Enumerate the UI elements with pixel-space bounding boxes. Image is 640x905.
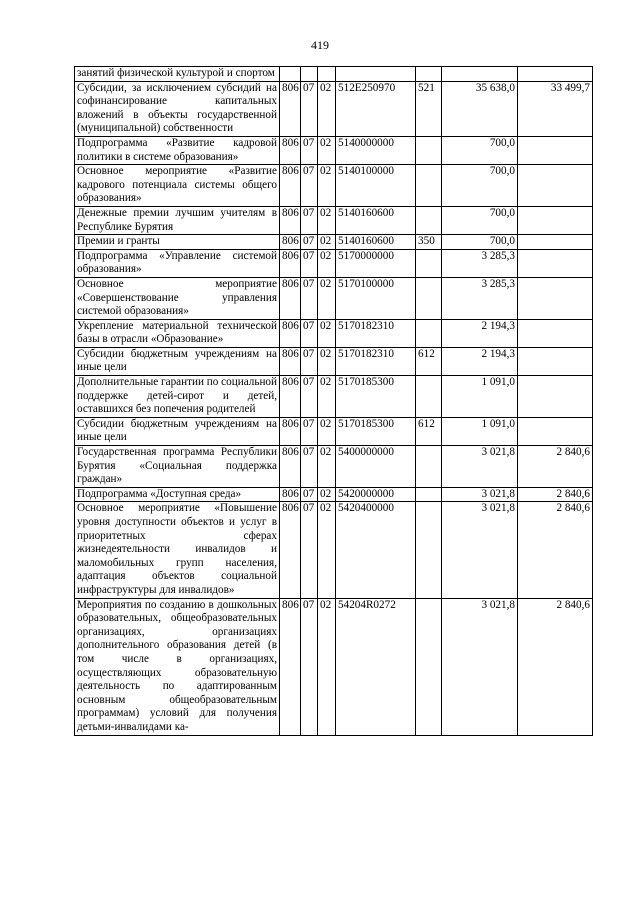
expense-type-cell bbox=[416, 598, 442, 735]
target-article-cell: 5170000000 bbox=[336, 249, 416, 277]
row-name-cell: Подпрограмма «Управление системой образования» bbox=[75, 249, 280, 277]
row-name-cell: Основное мероприятие «Совершенствование управления системой образования» bbox=[75, 277, 280, 319]
row-name-cell: Субсидии бюджетным учреждениям на иные цели bbox=[75, 347, 280, 375]
target-article-cell: 5140160600 bbox=[336, 235, 416, 250]
amount-federal-cell: 2 840,6 bbox=[518, 598, 593, 735]
subsection-code-cell: 02 bbox=[318, 446, 336, 488]
amount-cell: 700,0 bbox=[442, 165, 518, 207]
target-article-cell: 5170185300 bbox=[336, 417, 416, 445]
subsection-code-cell: 02 bbox=[318, 136, 336, 164]
target-article-cell: 5420000000 bbox=[336, 487, 416, 502]
target-article-cell: 54204R0272 bbox=[336, 598, 416, 735]
row-name-cell: Основное мероприятие «Повышение уровня доступности объектов и услуг в приоритетных сферах жизнедеятельности инвалидов и маломобильных групп населения, адаптация объектов социальной инфраструктуры для инвалидов» bbox=[75, 502, 280, 598]
table-row bbox=[75, 165, 593, 207]
section-code-cell: 07 bbox=[301, 81, 318, 136]
amount-federal-cell: 33 499,7 bbox=[518, 81, 593, 136]
amount-cell: 3 285,3 bbox=[442, 277, 518, 319]
amount-federal-cell: 2 840,6 bbox=[518, 502, 593, 598]
row-name-cell: Подпрограмма «Развитие кадровой политики в системе образования» bbox=[75, 136, 280, 164]
subsection-code-cell: 02 bbox=[318, 206, 336, 234]
grbs-code-cell: 806 bbox=[280, 277, 301, 319]
section-code-cell: 07 bbox=[301, 446, 318, 488]
target-article-cell: 5140000000 bbox=[336, 136, 416, 164]
section-code-cell: 07 bbox=[301, 502, 318, 598]
expense-type-cell: 612 bbox=[416, 347, 442, 375]
section-code-cell: 07 bbox=[301, 165, 318, 207]
table-row bbox=[75, 206, 593, 234]
budget-table bbox=[74, 66, 593, 736]
section-code-cell: 07 bbox=[301, 235, 318, 250]
subsection-code-cell: 02 bbox=[318, 417, 336, 445]
subsection-code-cell: 02 bbox=[318, 81, 336, 136]
expense-type-cell bbox=[416, 376, 442, 418]
subsection-code-cell: 02 bbox=[318, 487, 336, 502]
amount-federal-cell bbox=[518, 347, 593, 375]
amount-cell: 2 194,3 bbox=[442, 347, 518, 375]
section-code-cell bbox=[301, 67, 318, 82]
amount-federal-cell bbox=[518, 417, 593, 445]
expense-type-cell bbox=[416, 446, 442, 488]
grbs-code-cell: 806 bbox=[280, 319, 301, 347]
row-name-cell: Мероприятия по созданию в дошкольных образовательных, общеобразовательных организациях, организациях дополнительного образования детей (в том числе в организациях, осуществляющих образовательную деятельность по адаптированным основным общеобразовательным программам) условий для получения детьми-инвалидами ка- bbox=[75, 598, 280, 735]
subsection-code-cell: 02 bbox=[318, 235, 336, 250]
budget-table-body bbox=[75, 67, 593, 736]
expense-type-cell bbox=[416, 165, 442, 207]
target-article-cell: 512E250970 bbox=[336, 81, 416, 136]
expense-type-cell: 612 bbox=[416, 417, 442, 445]
table-row bbox=[75, 487, 593, 502]
row-name-cell: Субсидии бюджетным учреждениям на иные цели bbox=[75, 417, 280, 445]
section-code-cell: 07 bbox=[301, 136, 318, 164]
table-row bbox=[75, 417, 593, 445]
subsection-code-cell: 02 bbox=[318, 347, 336, 375]
amount-cell: 1 091,0 bbox=[442, 376, 518, 418]
target-article-cell: 5400000000 bbox=[336, 446, 416, 488]
section-code-cell: 07 bbox=[301, 376, 318, 418]
subsection-code-cell: 02 bbox=[318, 165, 336, 207]
target-article-cell: 5170185300 bbox=[336, 376, 416, 418]
table-row bbox=[75, 319, 593, 347]
row-name-cell: Подпрограмма «Доступная среда» bbox=[75, 487, 280, 502]
subsection-code-cell: 02 bbox=[318, 598, 336, 735]
expense-type-cell bbox=[416, 206, 442, 234]
target-article-cell: 5420400000 bbox=[336, 502, 416, 598]
table-row bbox=[75, 502, 593, 598]
target-article-cell: 5140100000 bbox=[336, 165, 416, 207]
expense-type-cell bbox=[416, 67, 442, 82]
grbs-code-cell: 806 bbox=[280, 446, 301, 488]
amount-cell: 3 021,8 bbox=[442, 446, 518, 488]
subsection-code-cell: 02 bbox=[318, 319, 336, 347]
section-code-cell: 07 bbox=[301, 598, 318, 735]
expense-type-cell: 350 bbox=[416, 235, 442, 250]
section-code-cell: 07 bbox=[301, 347, 318, 375]
table-row bbox=[75, 67, 593, 82]
grbs-code-cell: 806 bbox=[280, 376, 301, 418]
table-row bbox=[75, 598, 593, 735]
section-code-cell: 07 bbox=[301, 206, 318, 234]
table-row bbox=[75, 376, 593, 418]
expense-type-cell bbox=[416, 487, 442, 502]
grbs-code-cell: 806 bbox=[280, 81, 301, 136]
grbs-code-cell: 806 bbox=[280, 235, 301, 250]
grbs-code-cell: 806 bbox=[280, 249, 301, 277]
grbs-code-cell: 806 bbox=[280, 136, 301, 164]
expense-type-cell: 521 bbox=[416, 81, 442, 136]
grbs-code-cell bbox=[280, 67, 301, 82]
row-name-cell: Дополнительные гарантии по социальной поддержке детей-сирот и детей, оставшихся без попечения родителей bbox=[75, 376, 280, 418]
amount-cell: 700,0 bbox=[442, 136, 518, 164]
section-code-cell: 07 bbox=[301, 319, 318, 347]
row-name-cell: Субсидии, за исключением субсидий на софинансирование капитальных вложений в объекты государственной (муниципальной) собственности bbox=[75, 81, 280, 136]
amount-cell: 700,0 bbox=[442, 235, 518, 250]
amount-cell bbox=[442, 67, 518, 82]
row-name-cell: Премии и гранты bbox=[75, 235, 280, 250]
target-article-cell bbox=[336, 67, 416, 82]
grbs-code-cell: 806 bbox=[280, 347, 301, 375]
table-row bbox=[75, 347, 593, 375]
expense-type-cell bbox=[416, 277, 442, 319]
amount-federal-cell bbox=[518, 165, 593, 207]
table-row bbox=[75, 235, 593, 250]
row-name-cell: Основное мероприятие «Развитие кадрового потенциала системы общего образования» bbox=[75, 165, 280, 207]
amount-cell: 3 021,8 bbox=[442, 502, 518, 598]
row-name-cell: занятий физической культурой и спортом bbox=[75, 67, 280, 82]
expense-type-cell bbox=[416, 502, 442, 598]
grbs-code-cell: 806 bbox=[280, 598, 301, 735]
section-code-cell: 07 bbox=[301, 277, 318, 319]
expense-type-cell bbox=[416, 136, 442, 164]
table-row bbox=[75, 446, 593, 488]
row-name-cell: Укрепление материальной технической базы в отрасли «Образование» bbox=[75, 319, 280, 347]
amount-cell: 3 285,3 bbox=[442, 249, 518, 277]
amount-federal-cell: 2 840,6 bbox=[518, 446, 593, 488]
amount-federal-cell bbox=[518, 136, 593, 164]
subsection-code-cell: 02 bbox=[318, 376, 336, 418]
row-name-cell: Государственная программа Республики Бурятия «Социальная поддержка граждан» bbox=[75, 446, 280, 488]
grbs-code-cell: 806 bbox=[280, 206, 301, 234]
amount-cell: 1 091,0 bbox=[442, 417, 518, 445]
table-row bbox=[75, 136, 593, 164]
amount-federal-cell bbox=[518, 67, 593, 82]
target-article-cell: 5140160600 bbox=[336, 206, 416, 234]
amount-cell: 3 021,8 bbox=[442, 598, 518, 735]
target-article-cell: 5170182310 bbox=[336, 347, 416, 375]
target-article-cell: 5170182310 bbox=[336, 319, 416, 347]
section-code-cell: 07 bbox=[301, 417, 318, 445]
amount-federal-cell bbox=[518, 235, 593, 250]
target-article-cell: 5170100000 bbox=[336, 277, 416, 319]
amount-federal-cell: 2 840,6 bbox=[518, 487, 593, 502]
subsection-code-cell: 02 bbox=[318, 277, 336, 319]
table-row bbox=[75, 249, 593, 277]
amount-cell: 2 194,3 bbox=[442, 319, 518, 347]
expense-type-cell bbox=[416, 319, 442, 347]
expense-type-cell bbox=[416, 249, 442, 277]
section-code-cell: 07 bbox=[301, 487, 318, 502]
amount-federal-cell bbox=[518, 277, 593, 319]
subsection-code-cell bbox=[318, 67, 336, 82]
amount-cell: 700,0 bbox=[442, 206, 518, 234]
amount-federal-cell bbox=[518, 206, 593, 234]
grbs-code-cell: 806 bbox=[280, 502, 301, 598]
table-row bbox=[75, 277, 593, 319]
grbs-code-cell: 806 bbox=[280, 487, 301, 502]
grbs-code-cell: 806 bbox=[280, 165, 301, 207]
section-code-cell: 07 bbox=[301, 249, 318, 277]
page-number: 419 bbox=[311, 38, 329, 52]
subsection-code-cell: 02 bbox=[318, 249, 336, 277]
amount-cell: 3 021,8 bbox=[442, 487, 518, 502]
grbs-code-cell: 806 bbox=[280, 417, 301, 445]
amount-cell: 35 638,0 bbox=[442, 81, 518, 136]
subsection-code-cell: 02 bbox=[318, 502, 336, 598]
amount-federal-cell bbox=[518, 376, 593, 418]
amount-federal-cell bbox=[518, 319, 593, 347]
row-name-cell: Денежные премии лучшим учителям в Республике Бурятия bbox=[75, 206, 280, 234]
amount-federal-cell bbox=[518, 249, 593, 277]
table-row bbox=[75, 81, 593, 136]
